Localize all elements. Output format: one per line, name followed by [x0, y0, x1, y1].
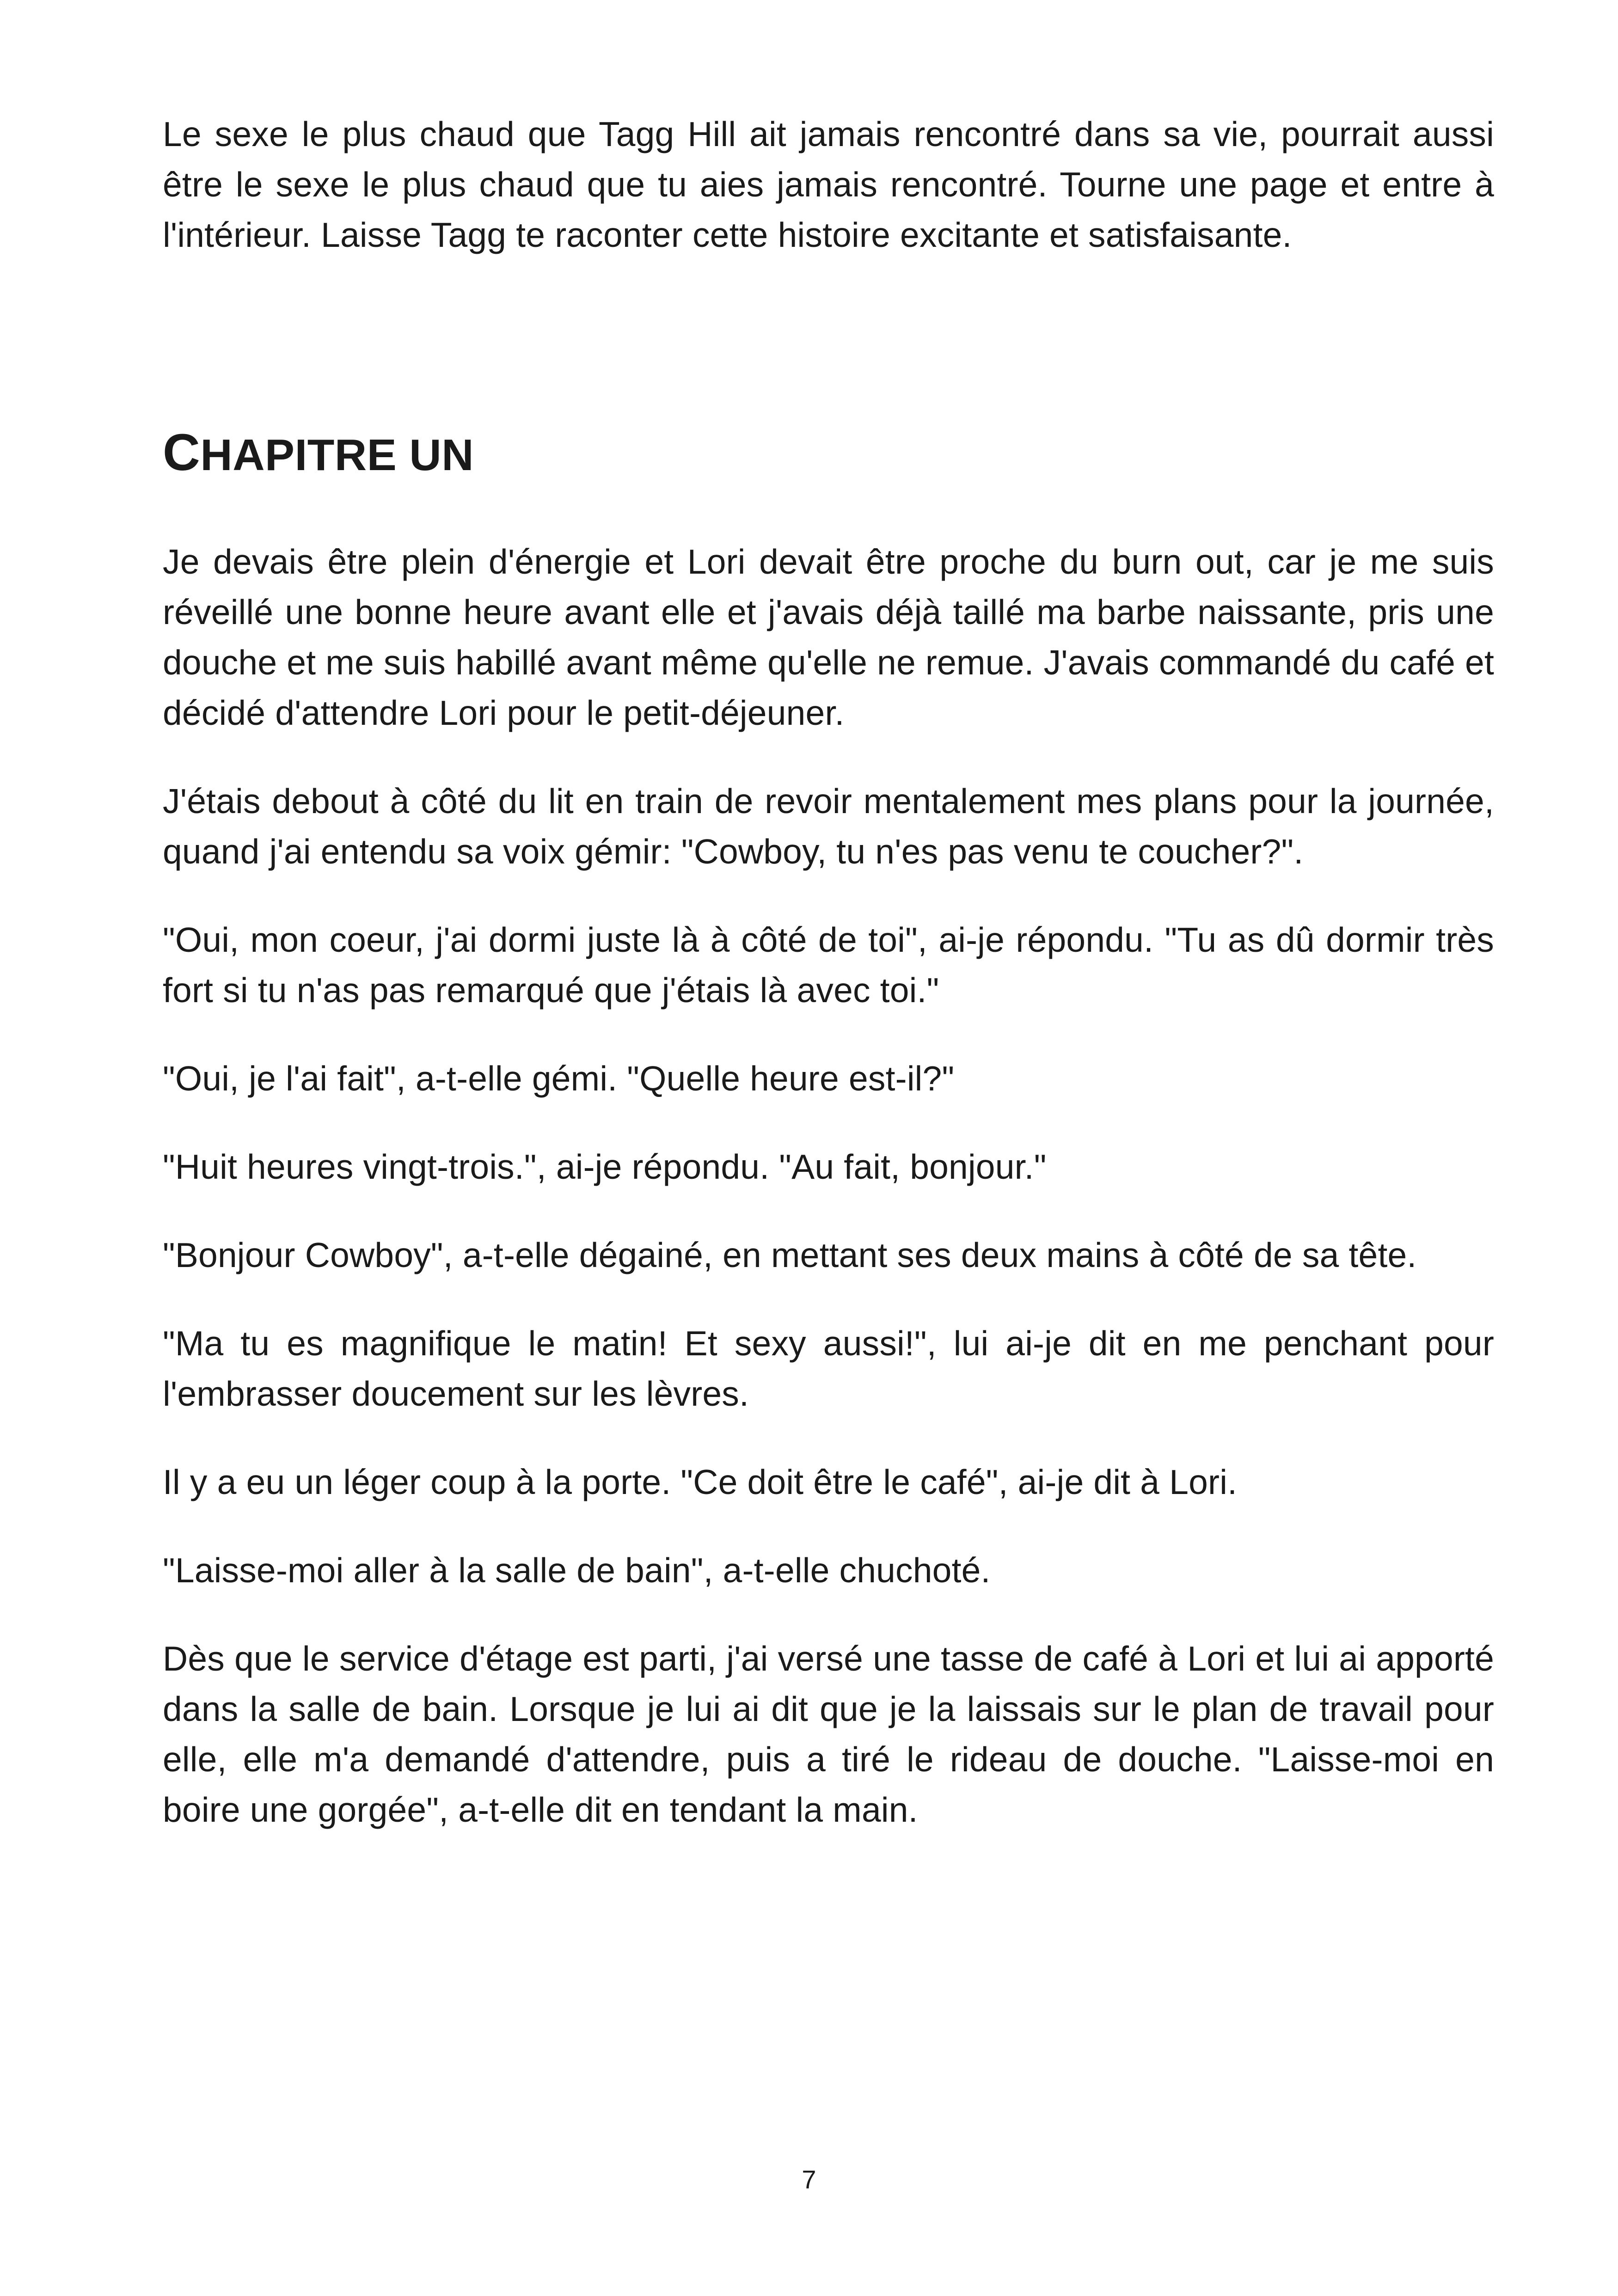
body-paragraph: "Bonjour Cowboy", a-t-elle dégainé, en mettant ses deux mains à côté de sa tête. [163, 1236, 1417, 1274]
body-paragraph: "Oui, je l'ai fait", a-t-elle gémi. "Quelle heure est-il?" [163, 1059, 955, 1098]
chapter-heading-rest: HAPITRE UN [200, 430, 474, 480]
chapter-heading [163, 425, 1494, 483]
body-paragraph: "Oui, mon coeur, j'ai dormi juste là à côté de toi", ai-je répondu. "Tu as dû dormir très fort si tu n'as pas remarqué que j'étais là avec toi." [163, 920, 1494, 1010]
body-paragraph: "Laisse-moi aller à la salle de bain", a-t-elle chuchoté. [163, 1551, 991, 1590]
body-paragraph: J'étais debout à côté du lit en train de revoir mentalement mes plans pour la journée, quand j'ai entendu sa voix gémir: "Cowboy, tu n'es pas venu te coucher?". [163, 782, 1494, 871]
chapter-heading-initial: C [163, 423, 201, 481]
page-number: 7 [802, 2165, 816, 2194]
text-column [163, 109, 1494, 1873]
body-paragraph: Dès que le service d'étage est parti, j'ai versé une tasse de café à Lori et lui ai apporté dans la salle de bain. Lorsque je lui ai dit que je la laissais sur le plan de travail pour elle, elle m'a demandé d'attendre, puis a tiré le rideau de douche. "Laisse-moi en boire une gorgée", a-t-elle dit en tendant la main. [163, 1639, 1494, 1829]
intro-paragraph: Le sexe le plus chaud que Tagg Hill ait jamais rencontré dans sa vie, pourrait aussi être le sexe le plus chaud que tu aies jamais rencontré. Tourne une page et entre à l'intérieur. Laisse Tagg te raconter cette histoire excitante et satisfaisante. [163, 115, 1494, 254]
body-paragraph: "Huit heures vingt-trois.", ai-je répondu. "Au fait, bonjour." [163, 1147, 1047, 1186]
body-paragraph: Je devais être plein d'énergie et Lori devait être proche du burn out, car je me suis réveillé une bonne heure avant elle et j'avais déjà taillé ma barbe naissante, pris une douche et me suis habillé avant même qu'elle ne remue. J'avais commandé du café et décidé d'attendre Lori pour le petit-déjeuner. [163, 542, 1494, 732]
body-paragraph: Il y a eu un léger coup à la porte. "Ce doit être le café", ai-je dit à Lori. [163, 1463, 1238, 1501]
body-paragraph: "Ma tu es magnifique le matin! Et sexy aussi!", lui ai-je dit en me penchant pour l'embrasser doucement sur les lèvres. [163, 1324, 1494, 1413]
